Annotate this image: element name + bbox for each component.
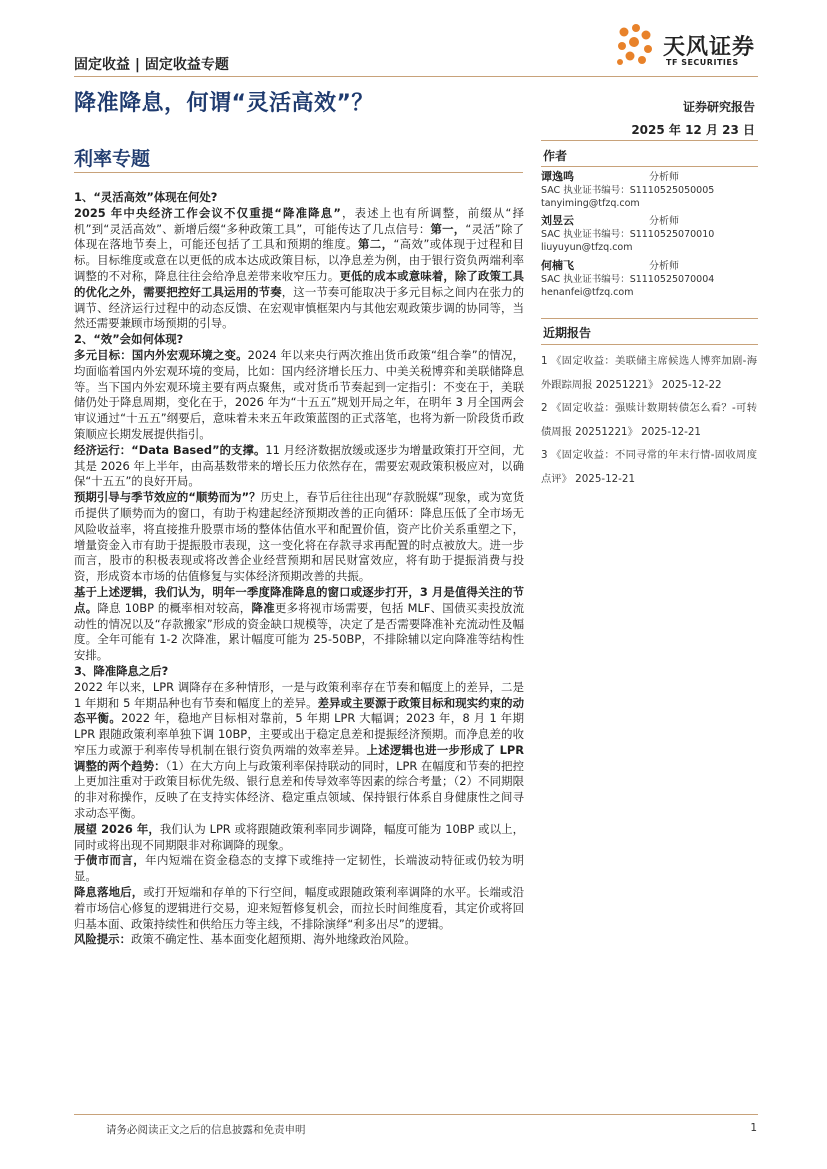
paragraph: 预期引导与季节效应的“顺势而为”？历史上，春节后往往出现“存款脱媒”现象，或为宽货币提供了顺势而为的窗口，有助于构建起经济预期改善的正向循环：降息压低了全市场无风险收益率，将直接推升股票市场的整体估值水平和配置价值，资产比价关系重塑之下，增量资金入市有助于提振股市表现，这一变化将在存款寻求再配置的时点被放大。进一步而言，股市的积极表现或将改善企业经营预期和居民财富效应，将有助于提振消费与投资，形成资本市场的估值修复与实体经济预期改善的共振。 bbox=[74, 490, 524, 584]
report-date: 2025 年 12 月 23 日 bbox=[631, 123, 755, 137]
paragraph: 于债市而言，年内短端在资金稳态的支撑下或维持一定韧性，长端波动特征或仍较为明显。 bbox=[74, 853, 524, 884]
recent-reports-list bbox=[541, 350, 757, 491]
paragraph: 2025 年中央经济工作会议不仅重提“降准降息”，表述上也有所调整，前缀从“择机”到“灵活高效”、新增后缀“多种政策工具”，可能传达了几点信号：第一，“灵活”除了体现在落地节奏上，可能还包括了工具和预期的维度。第二，“高效”或体现于过程和目标。目标维度或意在以更低的成本达成政策目标，以净息差为例，由于银行资负两端利率调整的不对称，降息往往会给净息差带来收窄压力。更低的成本或意味着，除了政策工具的优化之外，需要把控好工具运用的节奏，这一节奏可能取决于多元目标之间内在张力的调节、经济运行过程中的动态反馈、在宏观审慎框架内与其他宏观政策步调的协同等，当然还需要兼顾市场预期的引导。 bbox=[74, 205, 524, 331]
author-name: 刘昱云 bbox=[541, 214, 574, 227]
paragraph: 风险提示：政策不确定性、基本面变化超预期、海外地缘政治风险。 bbox=[74, 932, 416, 947]
recent-report-item[interactable]: 3 《固定收益：不同寻常的年末行情-固收周度点评》 2025-12-21 bbox=[541, 449, 757, 485]
report-title: 降准降息，何谓“灵活高效”？ bbox=[74, 91, 374, 116]
logo-text-en: TF SECURITIES bbox=[666, 58, 739, 67]
author-name: 何楠飞 bbox=[541, 259, 574, 272]
author-cert: SAC 执业证书编号：S1110525070004 bbox=[541, 274, 715, 285]
author-role: 分析师 bbox=[649, 172, 679, 183]
report-type: 证券研究报告 bbox=[682, 100, 755, 114]
author-email[interactable]: tanyiming@tfzq.com bbox=[541, 198, 640, 209]
section-heading: 1、“灵活高效”体现在何处? bbox=[74, 190, 218, 204]
authors-heading: 作者 bbox=[543, 149, 568, 163]
author-cert: SAC 执业证书编号：S1110525050005 bbox=[541, 185, 715, 196]
author-card bbox=[541, 170, 761, 210]
paragraph: 2022 年以来，LPR 调降存在多种情形，一是与政策利率存在节奏和幅度上的差异，二是 1 年期和 5 年期品种也有节奏和幅度上的差异。差异或主要源于政策目标和现实约束的动态平衡。2022 年，稳地产目标相对靠前，5 年期 LPR 大幅调；2023 年，8 月 1 年期 LPR 跟随政策利率单独下调 10BP，主要或出于稳定息差和提振经济预期。而净息差的收窄压力或源于利率传导机制在银行资负两端的效率差异。上述逻辑也进一步形成了 LPR 调整的两个趋势：（1）在大方向上与政策利率保持联动的同时，LPR 在幅度和节奏的把控上更加注重对于政策目标优先级、银行息差和传导效率等因素的综合考量；（2）不同期限的非对称操作，反映了在支持实体经济、稳定重点领域、保持银行体系自身健康性之间寻求动态平衡。 bbox=[74, 679, 524, 821]
header-divider bbox=[74, 76, 758, 77]
report-topic: 利率专题 bbox=[74, 148, 151, 170]
section-heading: 3、降准降息之后? bbox=[74, 663, 169, 678]
sidebar-divider-recent bbox=[541, 318, 758, 319]
page-number: 1 bbox=[750, 1122, 757, 1134]
footer-divider bbox=[74, 1114, 758, 1115]
sidebar-divider-authors bbox=[541, 166, 758, 167]
footer-disclaimer: 请务必阅读正文之后的信息披露和免责申明 bbox=[106, 1124, 306, 1136]
author-name: 谭逸鸣 bbox=[541, 170, 574, 183]
author-email[interactable]: henanfei@tfzq.com bbox=[541, 287, 634, 298]
author-card bbox=[541, 259, 761, 299]
paragraph: 多元目标：国内外宏观环境之变。2024 年以来央行两次推出货币政策“组合拳”的情况，均面临着国内外宏观环境的变局，比如：国内经济增长压力、中美关税博弈和美联储降息等。当下国内外宏观环境主要有两点聚焦，或对货币节奏起到一定指引：不变在于，美联储仍处于降息周期，变化在于，2026 年为“十五五”规划开局之年，在明年 3 月全国两会审议通过“十五五”纲要后，意味着未来五年政策蓝图的正式落笔，也将为新一阶段货币政策顺应长期发展提供指引。 bbox=[74, 347, 524, 441]
topic-divider bbox=[74, 172, 523, 173]
recent-divider bbox=[541, 344, 758, 345]
section-heading: 2、“效”会如何体现? bbox=[74, 332, 184, 347]
paragraph: 基于上述逻辑，我们认为，明年一季度降准降息的窗口或逐步打开，3 月是值得关注的节点。降息 10BP 的概率相对较高，降准更多将视市场需要，包括 MLF、国债买卖投放流动性的情况以及“存款搬家”形成的资金缺口规模等，决定了是否需要降准补充流动性及幅度。全年可能有 1-2 次降准，累计幅度可能为 25-50BP，不排除辅以定向降准等结构性安排。 bbox=[74, 584, 524, 663]
paragraph: 经济运行：“Data Based”的支撑。11 月经济数据放缓或逐步为增量政策打开空间，尤其是 2026 年上半年，由高基数带来的增长压力依然存在，需要宏观政策积极应对，以确保“十五五”的良好开局。 bbox=[74, 442, 524, 489]
author-card bbox=[541, 214, 761, 254]
author-role: 分析师 bbox=[649, 261, 679, 272]
recent-report-item[interactable]: 2 《固定收益：强赎计数期转债怎么看？-可转债周报 20251221》 2025-12-21 bbox=[541, 402, 757, 438]
author-role: 分析师 bbox=[649, 216, 679, 227]
author-email[interactable]: liuyuyun@tfzq.com bbox=[541, 242, 633, 253]
sidebar-divider-top bbox=[541, 140, 758, 141]
logo-text-cn: 天风证券 bbox=[663, 35, 756, 60]
recent-report-item[interactable]: 1 《固定收益：美联储主席候选人博弈加剧-海外跟踪周报 20251221》 2025-12-22 bbox=[541, 355, 757, 391]
paragraph: 降息落地后，或打开短端和存单的下行空间，幅度或跟随政策利率调降的水平。长端或沿着市场信心修复的逻辑进行交易，迎来短暂修复机会，而拉长时间维度看，其定价或将回归基本面、政策持续性和供给压力等主线，不排除演绎“利多出尽”的逻辑。 bbox=[74, 885, 524, 931]
recent-reports-heading: 近期报告 bbox=[543, 326, 592, 340]
author-cert: SAC 执业证书编号：S1110525070010 bbox=[541, 229, 715, 240]
paragraph: 展望 2026 年，我们认为 LPR 或将跟随政策利率同步调降，幅度可能为 10BP 或以上，同时或将出现不同期限非对称调降的现象。 bbox=[74, 821, 524, 852]
report-body bbox=[74, 190, 524, 948]
report-category: 固定收益 | 固定收益专题 bbox=[74, 57, 229, 73]
